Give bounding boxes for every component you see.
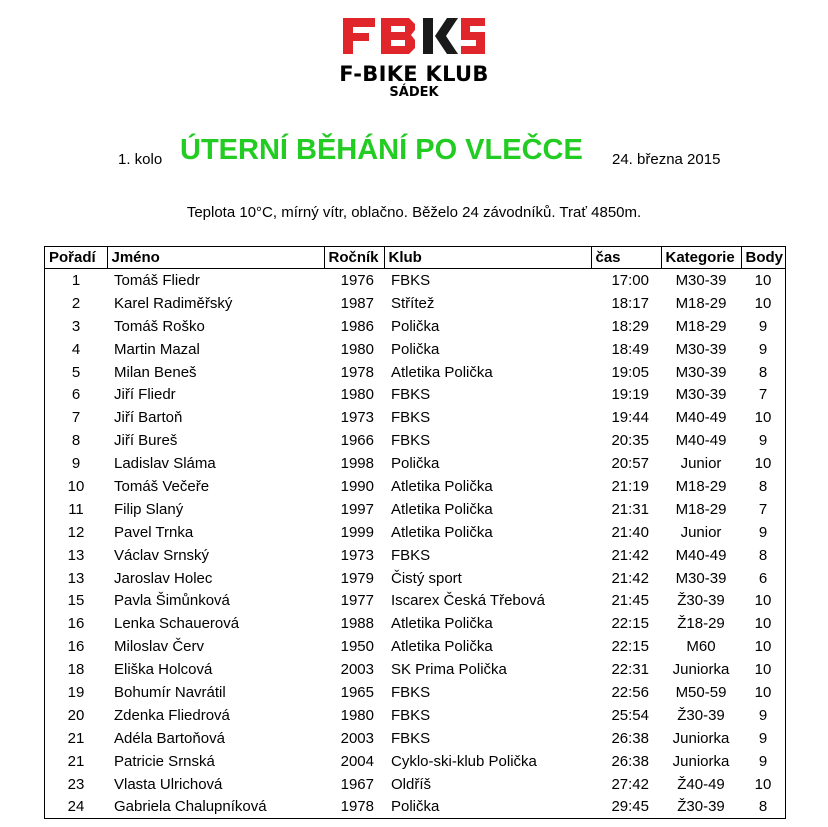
club-cell: Atletika Polička: [391, 638, 493, 656]
header-time: čas: [591, 247, 661, 269]
category-cell: Ž30-39: [677, 706, 725, 724]
header-points: Body: [741, 247, 786, 269]
category-cell: M40-49: [675, 546, 727, 564]
points-cell: 8: [758, 798, 768, 816]
club-cell: Čistý sport: [391, 569, 462, 587]
name-cell: Patricie Srnská: [114, 752, 215, 770]
points-cell: 10: [754, 455, 772, 473]
name-cell: Filip Slaný: [114, 500, 184, 518]
name-cell: Bohumír Navrátil: [114, 683, 226, 701]
category-cell: M18-29: [675, 500, 727, 518]
rank-cell: 1: [71, 271, 81, 289]
round-label: 1. kolo: [118, 151, 163, 168]
year-cell: 1997: [340, 500, 374, 518]
rank-cell: 19: [67, 683, 85, 701]
category-cell: Juniorka: [672, 729, 730, 747]
name-cell: Tomáš Večeře: [114, 477, 210, 495]
name-cell: Lenka Schauerová: [114, 615, 240, 633]
rank-cell: 24: [67, 798, 85, 816]
points-cell: 10: [754, 615, 772, 633]
year-cell: 1966: [340, 432, 374, 450]
year-cell: 1977: [340, 592, 374, 610]
name-cell: Milan Beneš: [114, 363, 197, 381]
points-cell: 10: [754, 271, 772, 289]
table-row: [45, 773, 786, 796]
rank-cell: 8: [71, 432, 81, 450]
table-row: [45, 681, 786, 704]
table-row: [45, 589, 786, 612]
year-cell: 1990: [340, 477, 374, 495]
category-cell: M40-49: [675, 409, 727, 427]
rank-cell: 2: [71, 294, 81, 312]
rank-cell: 9: [71, 455, 81, 473]
rank-cell: 10: [67, 477, 85, 495]
table-row: [45, 795, 786, 818]
table-row: [45, 612, 786, 635]
club-cell: Iscarex Česká Třebová: [391, 592, 545, 610]
header-club: Klub: [384, 247, 591, 269]
year-cell: 1988: [340, 615, 374, 633]
table-row: [45, 406, 786, 429]
year-cell: 1973: [340, 409, 374, 427]
category-cell: Juniorka: [672, 752, 730, 770]
category-cell: M30-39: [675, 569, 727, 587]
time-cell: 18:17: [611, 294, 649, 312]
table-row: [45, 704, 786, 727]
table-row: [45, 269, 786, 292]
rank-cell: 7: [71, 409, 81, 427]
category-cell: Ž30-39: [677, 592, 725, 610]
event-date: 24. března 2015: [612, 151, 721, 168]
points-cell: 9: [758, 752, 768, 770]
rank-cell: 23: [67, 775, 85, 793]
name-cell: Tomáš Fliedr: [114, 271, 200, 289]
points-cell: 10: [754, 409, 772, 427]
category-cell: M30-39: [675, 386, 727, 404]
table-row: [45, 315, 786, 338]
time-cell: 26:38: [611, 752, 649, 770]
category-cell: M18-29: [675, 317, 727, 335]
category-cell: M30-39: [675, 363, 727, 381]
points-cell: 8: [758, 546, 768, 564]
name-cell: Gabriela Chalupníková: [114, 798, 267, 816]
points-cell: 9: [758, 523, 768, 541]
results-table: [44, 246, 786, 819]
rank-cell: 20: [67, 706, 85, 724]
name-cell: Martin Mazal: [114, 340, 200, 358]
year-cell: 1980: [340, 340, 374, 358]
name-cell: Ladislav Sláma: [114, 455, 216, 473]
fbks-logo-graphic: [343, 18, 485, 54]
name-cell: Tomáš Roško: [114, 317, 205, 335]
club-cell: FBKS: [391, 683, 431, 701]
points-cell: 9: [758, 706, 768, 724]
rank-cell: 21: [67, 729, 85, 747]
year-cell: 1973: [340, 546, 374, 564]
time-cell: 26:38: [611, 729, 649, 747]
table-row: [45, 475, 786, 498]
club-cell: Atletika Polička: [391, 523, 493, 541]
points-cell: 8: [758, 363, 768, 381]
club-cell: Atletika Polička: [391, 477, 493, 495]
club-cell: Cyklo-ski-klub Polička: [391, 752, 537, 770]
name-cell: Pavla Šimůnková: [114, 592, 230, 610]
points-cell: 10: [754, 775, 772, 793]
points-cell: 6: [758, 569, 768, 587]
time-cell: 21:45: [611, 592, 649, 610]
time-cell: 21:42: [611, 569, 649, 587]
club-cell: FBKS: [391, 546, 431, 564]
time-cell: 21:40: [611, 523, 649, 541]
club-cell: Atletika Polička: [391, 500, 493, 518]
category-cell: M50-59: [675, 683, 727, 701]
rank-cell: 16: [67, 638, 85, 656]
points-cell: 9: [758, 317, 768, 335]
time-cell: 18:29: [611, 317, 649, 335]
name-cell: Pavel Trnka: [114, 523, 194, 541]
club-location: SÁDEK: [389, 85, 439, 100]
category-cell: Junior: [680, 455, 722, 473]
event-title-row: [0, 131, 828, 175]
club-name: F-BIKE KLUB: [339, 62, 489, 86]
rank-cell: 21: [67, 752, 85, 770]
club-cell: FBKS: [391, 729, 431, 747]
year-cell: 1978: [340, 798, 374, 816]
header-category: Kategorie: [661, 247, 741, 269]
category-cell: M60: [686, 638, 716, 656]
rank-cell: 4: [71, 340, 81, 358]
year-cell: 1987: [340, 294, 374, 312]
club-cell: FBKS: [391, 432, 431, 450]
time-cell: 25:54: [611, 706, 649, 724]
time-cell: 29:45: [611, 798, 649, 816]
header-year: Ročník: [324, 247, 384, 269]
rank-cell: 6: [71, 386, 81, 404]
category-cell: Ž18-29: [677, 615, 725, 633]
name-cell: Karel Radiměřský: [114, 294, 233, 312]
year-cell: 2003: [340, 661, 374, 679]
year-cell: 1980: [340, 706, 374, 724]
club-cell: FBKS: [391, 706, 431, 724]
name-cell: Eliška Holcová: [114, 661, 213, 679]
category-cell: M18-29: [675, 294, 727, 312]
table-row: [45, 750, 786, 773]
club-logo: [0, 18, 828, 100]
name-cell: Miloslav Červ: [114, 638, 205, 656]
year-cell: 1999: [340, 523, 374, 541]
header-rank: Pořadí: [45, 247, 108, 269]
time-cell: 21:42: [611, 546, 649, 564]
points-cell: 10: [754, 592, 772, 610]
name-cell: Václav Srnský: [114, 546, 210, 564]
time-cell: 22:15: [611, 615, 649, 633]
table-row: [45, 727, 786, 750]
points-cell: 9: [758, 340, 768, 358]
year-cell: 1978: [340, 363, 374, 381]
category-cell: M30-39: [675, 340, 727, 358]
header-name: Jméno: [107, 247, 324, 269]
time-cell: 27:42: [611, 775, 649, 793]
rank-cell: 3: [71, 317, 81, 335]
year-cell: 1979: [340, 569, 374, 587]
club-cell: SK Prima Polička: [391, 661, 507, 679]
time-cell: 21:19: [611, 477, 649, 495]
table-header-row: [45, 247, 786, 269]
category-cell: Ž40-49: [677, 775, 725, 793]
club-cell: FBKS: [391, 386, 431, 404]
rank-cell: 18: [67, 661, 85, 679]
table-row: [45, 658, 786, 681]
name-cell: Zdenka Fliedrová: [114, 706, 230, 724]
name-cell: Jiří Bartoň: [114, 409, 183, 427]
time-cell: 17:00: [611, 271, 649, 289]
club-cell: FBKS: [391, 271, 431, 289]
points-cell: 10: [754, 661, 772, 679]
table-row: [45, 544, 786, 567]
category-cell: M40-49: [675, 432, 727, 450]
table-row: [45, 567, 786, 590]
year-cell: 2004: [340, 752, 374, 770]
category-cell: Ž30-39: [677, 798, 725, 816]
year-cell: 1980: [340, 386, 374, 404]
club-cell: Atletika Polička: [391, 363, 493, 381]
category-cell: M18-29: [675, 477, 727, 495]
points-cell: 9: [758, 432, 768, 450]
time-cell: 19:44: [611, 409, 649, 427]
year-cell: 1967: [340, 775, 374, 793]
category-cell: Junior: [680, 523, 722, 541]
time-cell: 20:35: [611, 432, 649, 450]
table-row: [45, 452, 786, 475]
rank-cell: 13: [67, 546, 85, 564]
points-cell: 10: [754, 294, 772, 312]
time-cell: 22:56: [611, 683, 649, 701]
club-cell: Oldříš: [391, 775, 432, 793]
rank-cell: 13: [67, 569, 85, 587]
time-cell: 20:57: [611, 455, 649, 473]
year-cell: 1986: [340, 317, 374, 335]
table-row: [45, 383, 786, 406]
results-body: [45, 269, 786, 819]
year-cell: 2003: [340, 729, 374, 747]
points-cell: 8: [758, 477, 768, 495]
time-cell: 18:49: [611, 340, 649, 358]
rank-cell: 15: [67, 592, 85, 610]
points-cell: 10: [754, 638, 772, 656]
year-cell: 1950: [340, 638, 374, 656]
club-cell: FBKS: [391, 409, 431, 427]
club-cell: Střítež: [391, 294, 435, 312]
club-cell: Polička: [391, 455, 440, 473]
rank-cell: 16: [67, 615, 85, 633]
name-cell: Vlasta Ulrichová: [114, 775, 223, 793]
table-row: [45, 338, 786, 361]
table-row: [45, 361, 786, 384]
table-row: [45, 635, 786, 658]
points-cell: 9: [758, 729, 768, 747]
year-cell: 1976: [340, 271, 374, 289]
points-cell: 7: [758, 386, 768, 404]
category-cell: Juniorka: [672, 661, 730, 679]
club-cell: Atletika Polička: [391, 615, 493, 633]
name-cell: Jiří Fliedr: [114, 386, 176, 404]
rank-cell: 5: [71, 363, 81, 381]
points-cell: 7: [758, 500, 768, 518]
time-cell: 22:31: [611, 661, 649, 679]
name-cell: Jiří Bureš: [114, 432, 178, 450]
time-cell: 19:05: [611, 363, 649, 381]
time-cell: 19:19: [611, 386, 649, 404]
event-title: ÚTERNÍ BĚHÁNÍ PO VLEČCE: [180, 134, 583, 166]
table-row: [45, 292, 786, 315]
table-row: [45, 429, 786, 452]
rank-cell: 11: [68, 500, 84, 518]
year-cell: 1998: [340, 455, 374, 473]
rank-cell: 12: [67, 523, 85, 541]
category-cell: M30-39: [675, 271, 727, 289]
year-cell: 1965: [340, 683, 374, 701]
time-cell: 21:31: [611, 500, 649, 518]
time-cell: 22:15: [611, 638, 649, 656]
club-cell: Polička: [391, 798, 440, 816]
club-cell: Polička: [391, 317, 440, 335]
name-cell: Adéla Bartoňová: [114, 729, 225, 747]
table-row: [45, 498, 786, 521]
table-row: [45, 521, 786, 544]
club-cell: Polička: [391, 340, 440, 358]
points-cell: 10: [754, 683, 772, 701]
race-conditions: Teplota 10°C, mírný vítr, oblačno. Běželo 24 závodníků. Trať 4850m.: [186, 204, 642, 221]
name-cell: Jaroslav Holec: [114, 569, 213, 587]
